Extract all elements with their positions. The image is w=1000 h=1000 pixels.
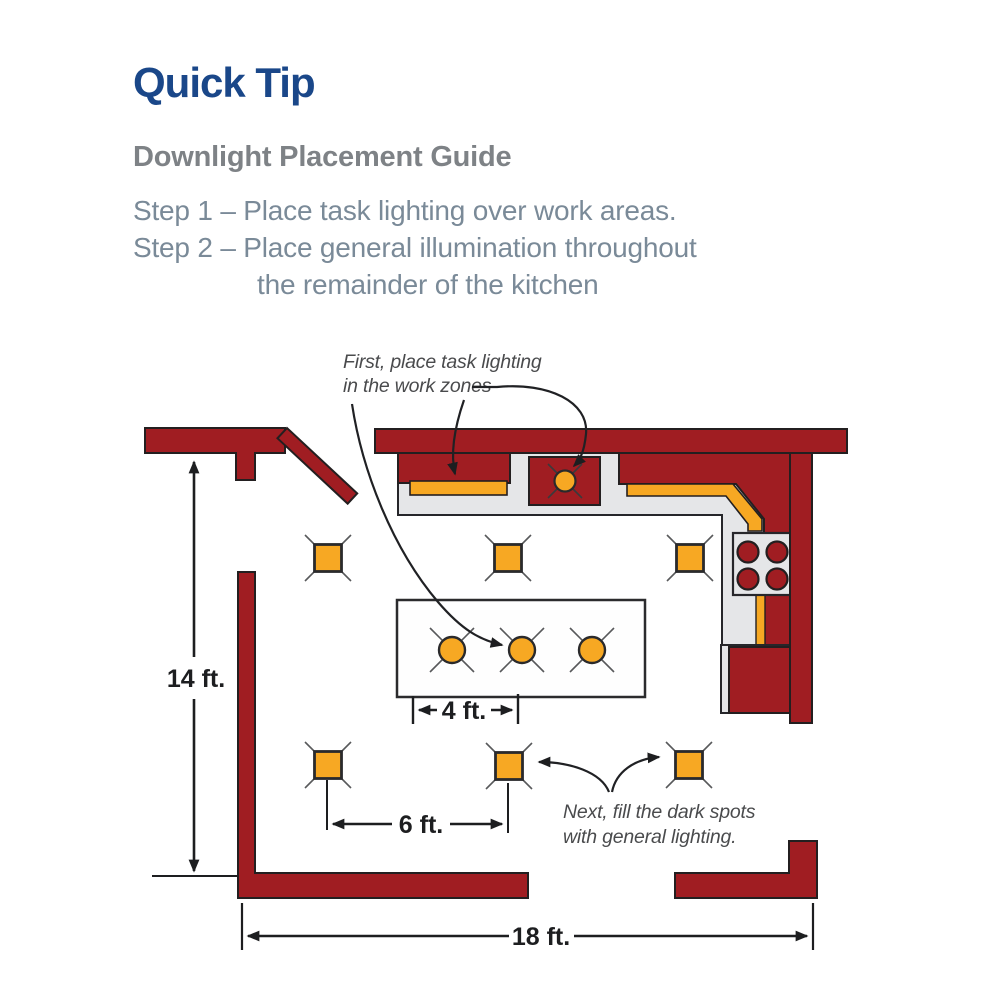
cooktop [733,533,792,595]
wall-top [375,429,847,453]
guide-subtitle: Downlight Placement Guide [133,141,512,173]
page-title: Quick Tip [133,59,315,106]
square-downlight [666,742,712,788]
general-annotation-line1: Next, fill the dark spots [563,801,756,823]
wall-entry-left [145,428,285,480]
refrigerator [729,647,792,713]
under-cabinet-light-left [410,481,507,495]
dimension-general-spacing-label: 6 ft. [398,811,444,839]
burner [738,542,759,563]
step-2-line2: the remainder of the kitchen [257,269,599,300]
under-cabinet-light-side [756,593,765,647]
burner [767,569,788,590]
square-downlight [486,743,532,789]
arrow-to-square-light-left [539,762,609,792]
task-annotation-line2: in the work zones [343,375,492,397]
general-annotation-arrows [539,757,659,792]
arrow-to-square-light-right [612,757,659,792]
wall-right [790,453,812,723]
square-downlight [667,535,713,581]
wall-bottom-right [675,841,817,898]
door-swing [277,428,357,504]
task-annotation-line1: First, place task lighting [343,351,542,373]
step-2-line1: Step 2 – Place general illumination throughout [133,232,697,263]
square-downlight [305,535,351,581]
burner [767,542,788,563]
dimension-room-depth-label: 14 ft. [166,665,226,693]
base-cabinet-right [764,593,790,647]
dimension-island-spacing-label: 4 ft. [441,697,487,725]
step-1: Step 1 – Place task lighting over work areas. [133,195,677,226]
general-annotation-line2: with general lighting. [563,826,737,848]
square-downlight [485,535,531,581]
dimension-room-width-label: 18 ft. [511,923,571,951]
burner [738,569,759,590]
